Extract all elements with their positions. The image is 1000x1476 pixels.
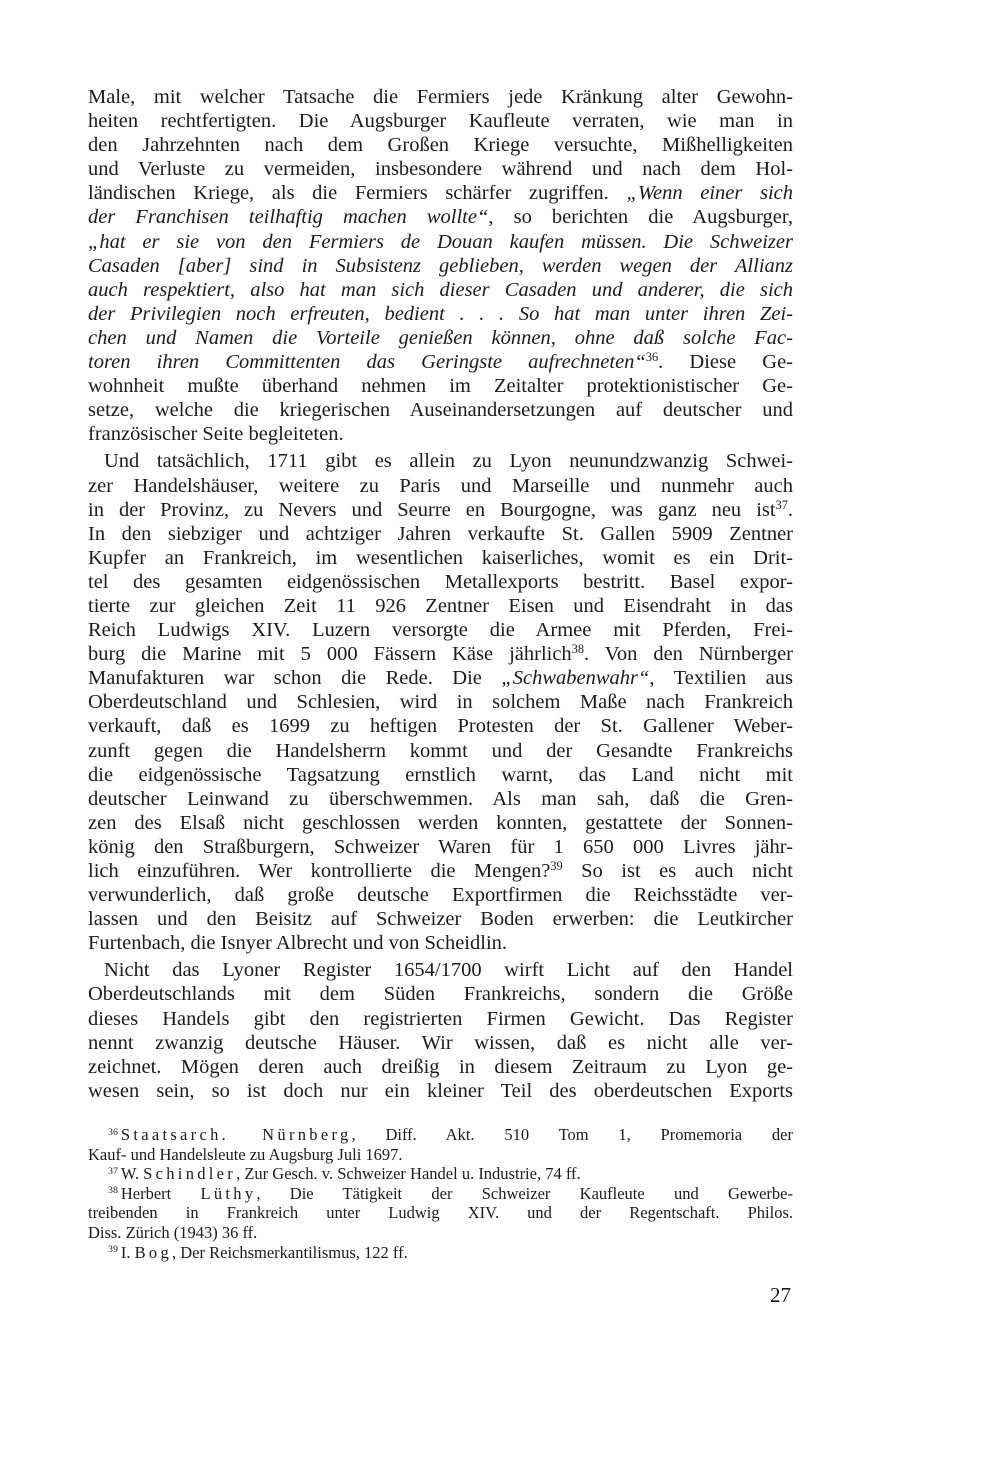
text-run: , Der Reichsmerkantilismus, 122 ff. — [172, 1242, 408, 1262]
italic-text: auch respektiert, also hat man sich dieser Casaden und anderer, die sich — [88, 278, 793, 301]
text-run: in der Provinz, zu Nevers und Seurre en Bourgogne, was ganz neu ist — [88, 498, 776, 521]
text-line — [88, 714, 793, 738]
text-line — [88, 374, 793, 398]
text-line — [88, 230, 793, 254]
text-line — [88, 1164, 793, 1184]
text-run: W. — [120, 1164, 144, 1184]
text-run: treibenden in Frankreich unter Ludwig XIV. und der Regentschaft. Philos. — [88, 1203, 793, 1223]
text-line — [88, 326, 793, 350]
text-line — [88, 498, 793, 522]
text-line — [88, 1055, 793, 1079]
text-line — [88, 1007, 793, 1031]
footnote — [88, 1125, 793, 1164]
text-run: So ist es auch nicht — [562, 860, 793, 882]
text-line — [88, 1079, 793, 1103]
paragraph — [88, 85, 793, 446]
text-line — [88, 739, 793, 763]
text-run: Manufakturen war schon die Rede. Die — [88, 667, 502, 690]
text-run: dieses Handels gibt den registrierten Firmen Gewicht. Das Register — [88, 1007, 793, 1030]
paragraph — [88, 449, 793, 955]
text-run: lich einzuführen. Wer kontrollierte die Mengen? — [88, 860, 551, 882]
text-line — [88, 883, 793, 907]
text-line — [88, 811, 793, 835]
body-text — [88, 85, 793, 1106]
text-run: Furtenbach, die Isnyer Albrecht und von Scheidlin. — [88, 932, 508, 955]
text-line — [88, 422, 793, 446]
text-line — [88, 278, 793, 302]
footnote-marker: 39 — [108, 1244, 118, 1256]
italic-text: „hat er sie von den Fermiers de Douan kaufen müssen. Die Schweizer — [88, 230, 793, 253]
text-line — [88, 302, 793, 326]
text-run: wesen sein, so ist doch nur ein kleiner Teil des oberdeutschen Exports — [88, 1079, 793, 1102]
text-run: Male, mit welcher Tatsache die Fermiers jede Kränkung alter Gewohn- — [88, 86, 793, 108]
text-line — [88, 205, 793, 229]
text-line — [88, 787, 793, 811]
footnote — [88, 1164, 793, 1184]
text-run: In den siebziger und achtziger Jahren verkaufte St. Gallen 5909 Zentner — [88, 522, 793, 545]
spaced-text: Bog — [134, 1242, 172, 1262]
text-line — [88, 449, 793, 473]
text-line — [88, 931, 793, 955]
text-run: ländischen Kriege, als die Fermiers schärfer zugriffen. — [88, 182, 627, 205]
text-run: französischer Seite begleiteten. — [88, 423, 344, 446]
text-line — [88, 618, 793, 642]
text-run: Oberdeutschlands mit dem Süden Frankreichs, sondern die Größe — [88, 983, 793, 1006]
text-run: deutscher Leinwand zu überschwemmen. Als man sah, daß die Gren- — [88, 787, 793, 810]
text-line — [88, 133, 793, 157]
italic-text: chen und Namen die Vorteile genießen können, ohne daß solche Fac- — [88, 326, 793, 349]
text-run: Diss. Zürich (1943) 36 ff. — [88, 1222, 258, 1242]
text-line — [88, 254, 793, 278]
italic-text: toren ihren Committenten das Geringste aufrechneten“ — [88, 351, 646, 374]
text-run: . — [787, 498, 793, 521]
text-run: Reich Ludwigs XIV. Luzern versorgte die Armee mit Pferden, Frei- — [88, 619, 793, 642]
footnote-marker: 37 — [775, 497, 788, 512]
text-run: zeichnet. Mögen deren auch dreißig in diesem Zeitraum zu Lyon ge- — [88, 1055, 793, 1078]
text-line — [88, 85, 793, 109]
italic-text: der Franchisen teilhaftig machen wollte“ — [88, 206, 489, 229]
text-run: den Jahrzehnten nach dem Großen Kriege versuchte, Mißhelligkeiten — [88, 134, 793, 157]
text-run: zunft gegen die Handelsherrn kommt und der Gesandte Frankreichs — [88, 739, 793, 762]
footnote-marker: 39 — [550, 859, 563, 874]
text-line — [88, 763, 793, 787]
text-line — [88, 1203, 793, 1223]
text-run: die eidgenössische Tagsatzung ernstlich warnt, das Land nicht mit — [88, 763, 793, 786]
spaced-text: Schindler — [143, 1164, 237, 1184]
text-line — [88, 958, 793, 982]
footnote — [88, 1243, 793, 1263]
text-run: verwunderlich, daß große deutsche Exportfirmen die Reichsstädte ver- — [88, 884, 793, 907]
text-line — [88, 859, 793, 883]
text-run: nennt zwanzig deutsche Häuser. Wir wissen, daß es nicht alle ver- — [88, 1031, 793, 1054]
spaced-text: Lüthy — [200, 1183, 257, 1203]
text-run: lassen und den Beisitz auf Schweizer Boden erwerben: die Leutkircher — [88, 908, 793, 931]
text-line — [88, 570, 793, 594]
italic-text: „Wenn einer sich — [626, 182, 794, 205]
spaced-text: Staatsarch. Nürnberg — [120, 1125, 352, 1144]
text-line — [88, 522, 793, 546]
text-line — [88, 546, 793, 570]
footnote — [88, 1184, 793, 1243]
footnote-marker: 38 — [571, 642, 584, 657]
footnote-marker: 36 — [645, 350, 659, 365]
text-line — [88, 982, 793, 1006]
text-run: Herbert — [120, 1183, 201, 1203]
text-line — [88, 1125, 793, 1145]
text-line — [88, 181, 793, 205]
footnotes — [88, 1125, 793, 1262]
italic-text: „Schwabenwahr“ — [501, 667, 650, 690]
text-run: , Die Tätigkeit der Schweizer Kaufleute und Gewerbe- — [256, 1183, 793, 1203]
text-line — [88, 109, 793, 133]
italic-text: Casaden [aber] sind in Subsistenz geblieben, werden wegen der Allianz — [88, 254, 793, 277]
page-number: 27 — [770, 1283, 791, 1307]
text-run: könig den Straßburgern, Schweizer Waren für 1 650 000 Livres jähr- — [88, 835, 793, 858]
text-line — [88, 594, 793, 618]
text-run: , Diff. Akt. 510 Tom 1, Promemoria der — [351, 1125, 793, 1144]
text-line — [88, 1031, 793, 1055]
text-line — [88, 1243, 793, 1263]
text-run: und Verluste zu vermeiden, insbesondere während und nach dem Hol- — [88, 158, 793, 181]
text-run: . Diese Ge- — [658, 351, 793, 374]
text-run: , Textilien aus — [649, 667, 793, 690]
text-run: I. — [120, 1242, 135, 1262]
text-run: Nicht das Lyoner Register 1654/1700 wirft Licht auf den Handel — [104, 959, 793, 982]
text-run: . Von den Nürnberger — [583, 643, 793, 666]
text-run: wohnheit mußte überhand nehmen im Zeitalter protektionistischer Ge- — [88, 375, 793, 398]
text-line — [88, 642, 793, 666]
text-run: Kupfer an Frankreich, im wesentlichen kaiserliches, womit es ein Drit- — [88, 546, 793, 569]
italic-text: der Privilegien noch erfreuten, bedient . . . So hat man unter ihren Zei- — [88, 302, 793, 325]
text-run: heiten rechtfertigten. Die Augsburger Kaufleute verraten, wie man in — [88, 110, 793, 133]
text-run: , so berichten die Augsburger, — [488, 206, 794, 229]
text-run: Und tatsächlich, 1711 gibt es allein zu Lyon neunundzwanzig Schwei- — [104, 450, 793, 473]
text-run: tel des gesamten eidgenössischen Metallexports bestritt. Basel expor- — [88, 570, 793, 593]
footnote-marker: 38 — [108, 1185, 118, 1197]
footnote-marker: 36 — [108, 1126, 118, 1138]
text-line — [88, 690, 793, 714]
text-run: burg die Marine mit 5 000 Fässern Käse jährlich — [88, 643, 572, 666]
text-run: zer Handelshäuser, weitere zu Paris und Marseille und nunmehr auch — [88, 474, 793, 497]
text-line — [88, 157, 793, 181]
text-run: Oberdeutschland und Schlesien, wird in solchem Maße nach Frankreich — [88, 691, 793, 714]
text-line — [88, 1145, 793, 1165]
text-run: verkauft, daß es 1699 zu heftigen Protesten der St. Gallener Weber- — [88, 715, 793, 738]
text-line — [88, 907, 793, 931]
text-line — [88, 350, 793, 374]
text-line — [88, 474, 793, 498]
text-run: tierte zur gleichen Zeit 11 926 Zentner Eisen und Eisendraht in das — [88, 594, 793, 617]
text-run: zen des Elsaß nicht geschlossen werden konnten, gestattete der Sonnen- — [88, 811, 793, 834]
text-line — [88, 1184, 793, 1204]
paragraph — [88, 958, 793, 1103]
text-line — [88, 398, 793, 422]
text-run: Kauf- und Handelsleute zu Augsburg Juli 1697. — [88, 1144, 403, 1164]
footnote-marker: 37 — [108, 1165, 118, 1177]
text-run: setze, welche die kriegerischen Auseinandersetzungen auf deutscher und — [88, 399, 793, 422]
text-line — [88, 1223, 793, 1243]
text-line — [88, 835, 793, 859]
text-run: , Zur Gesch. v. Schweizer Handel u. Industrie, 74 ff. — [236, 1164, 581, 1184]
text-line — [88, 666, 793, 690]
